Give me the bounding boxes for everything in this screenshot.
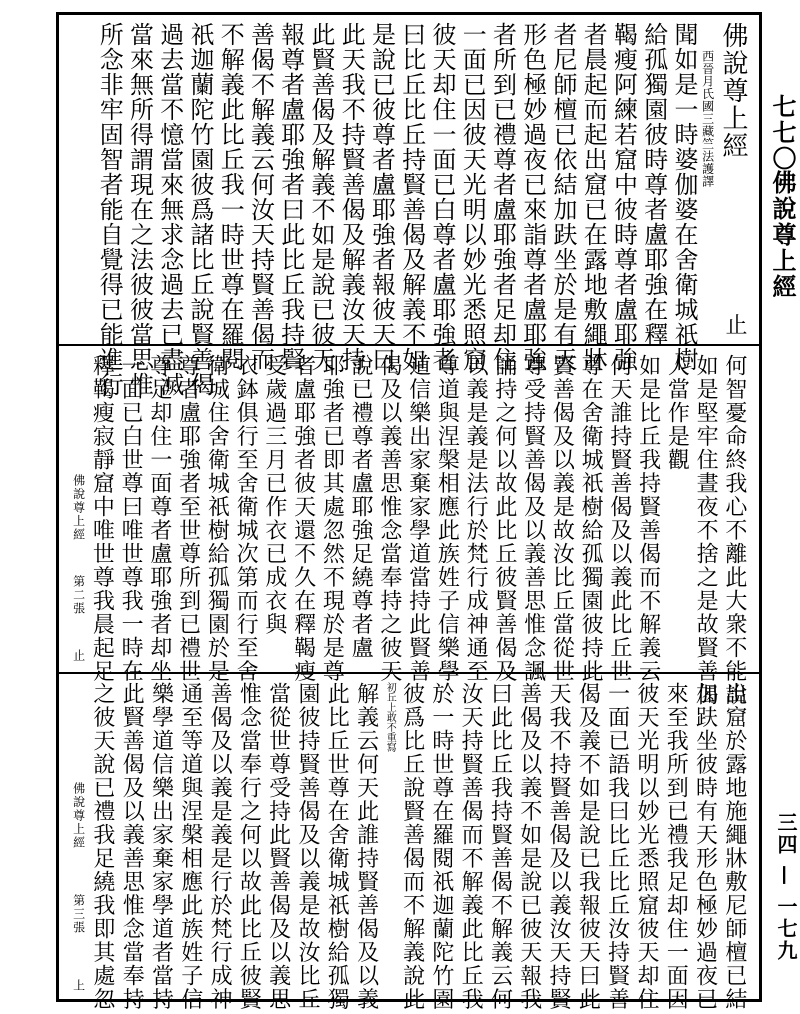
text-column: 一面已白世尊曰唯世尊我一時在 bbox=[118, 354, 144, 683]
panel-footer bbox=[72, 682, 85, 992]
text-column: 此賢善偈及以義善思惟念當奉持 bbox=[119, 682, 145, 1011]
inline-note: 初丘上敢不重寫 bbox=[384, 682, 396, 752]
text-column: 者晨起而起出窟已在露地敷繩牀 bbox=[579, 22, 608, 372]
text-column: 解義云何天此誰持賢善偈及以義 bbox=[353, 682, 379, 1011]
text-column: 園彼持賢善偈及以義是故汝比丘 bbox=[294, 682, 320, 1011]
panel-1 bbox=[62, 16, 756, 397]
text-column: 鞨瘦阿練若窟中彼時尊者盧耶強 bbox=[609, 22, 638, 372]
text-column: 惟念當奉行之何以故此比丘彼賢 bbox=[236, 682, 262, 1011]
text-column: 一面已因彼天光明以妙光悉照窟 bbox=[458, 22, 487, 372]
text-column: 此天我不持賢善偈及解義汝天持 bbox=[337, 22, 366, 372]
text-column: 之彼天說已禮我足繞我即其處忽 bbox=[89, 682, 115, 1011]
margin-volume-page: 三四 — 一七九 bbox=[774, 812, 798, 962]
text-column: 彼天却住一面已白尊者盧耶強者 bbox=[427, 22, 456, 372]
text-column: 一面已語我曰比丘比丘汝持賢善 bbox=[604, 682, 630, 1011]
text-column: 出窟於露地施繩牀敷尼師檀已結 bbox=[721, 682, 747, 1011]
text-column: 說已禮尊者盧耶強足繞尊者盧 bbox=[348, 354, 374, 660]
text-column: 尊道與涅槃相應此族姓子信樂學 bbox=[434, 354, 460, 683]
panel-2 bbox=[62, 348, 756, 707]
text-column: 偈及以義善思惟念當奉持之彼天 bbox=[376, 354, 402, 683]
footer-title: 佛說尊上經 bbox=[71, 782, 86, 850]
text-column: 祇迦蘭陀竹園彼爲諸比丘說賢善偈 bbox=[185, 22, 214, 397]
text-column: 樂學道信樂出家棄家學道者當持 bbox=[148, 682, 174, 1011]
text-column: 給孤獨園彼時尊者盧耶強在釋 bbox=[639, 22, 668, 347]
text-column: 來至我所到已禮我足却住一面因 bbox=[663, 682, 689, 1011]
text-column: 曰此比丘我持賢善偈不解義云何 bbox=[487, 682, 513, 1011]
title-column bbox=[719, 22, 746, 336]
text-column: 如是比丘我持賢善偈而不解義云 bbox=[635, 354, 661, 683]
text-column: 善偈不解義云何汝天持賢善偈而 bbox=[246, 22, 275, 372]
verse-column: 人當作是觀 bbox=[664, 354, 690, 472]
text-column: 善偈及以義是義是行於梵行成神 bbox=[207, 682, 233, 1011]
text-column: 於一時世尊在羅閱祇迦蘭陀竹園 bbox=[428, 682, 454, 1011]
text-column: 報尊者盧耶強者曰此比丘我持賢 bbox=[276, 22, 305, 372]
footer-mark: 止 bbox=[71, 648, 86, 662]
text-column: 天我不持賢善偈及以義汝天持賢 bbox=[546, 682, 572, 1011]
text-column: 者尼師檀已依結加趺坐於是有天 bbox=[548, 22, 577, 372]
text-column: 形色極妙過夜已來詣尊者盧耶強 bbox=[518, 22, 547, 372]
text-column: 偈及義不如是說已我報彼天曰此 bbox=[575, 682, 601, 1011]
text-column: 是說已彼尊者盧耶強者報彼天曰 bbox=[367, 22, 396, 372]
text-column: 釋鞨瘦寂靜窟中唯世尊我晨起足 bbox=[89, 354, 115, 683]
text-column: 尊足却住一面尊者盧耶強者却坐 bbox=[146, 354, 172, 683]
footer-page-number: 第二張 bbox=[71, 574, 86, 616]
translator-line: 西晉月氏國三藏竺法護譯 bbox=[700, 50, 715, 188]
text-column: 加趺坐彼時有天形色極妙過夜已 bbox=[692, 682, 718, 1011]
text-column: 衛城住舍衛城祇樹給孤獨園於是 bbox=[204, 354, 230, 683]
verse-column: 如是堅牢住晝夜不捨之是故賢善偈 bbox=[693, 354, 719, 707]
text-column: 不解義此比丘我一時世尊在羅閱 bbox=[216, 22, 245, 372]
text-column: 當來無所得謂現在之法彼彼當思惟 bbox=[125, 22, 154, 397]
panel-3 bbox=[62, 676, 756, 1011]
margin-page-number-top: 七七〇 bbox=[768, 94, 797, 172]
sutra-title: 佛說尊上經 bbox=[717, 22, 748, 160]
text-column: 耶強者已即其處忽然不現於是尊 bbox=[319, 354, 345, 683]
text-column: 善偈及以義不如是說已彼天報我 bbox=[516, 682, 542, 1011]
text-column: 此賢善偈及解義不如是說已彼天 bbox=[306, 22, 335, 372]
text-column: 所念非牢固智者能自覺得已能進行 bbox=[95, 22, 124, 397]
text-column: 曰比丘比丘持賢善偈及解義不如 bbox=[397, 22, 426, 372]
text-column: 何天誰持賢善偈及以義此比丘世 bbox=[606, 354, 632, 683]
text-column: 通至等道與涅槃相應此族姓子信 bbox=[177, 682, 203, 1011]
text-column: 者盧耶強者彼天還不久在釋鞨瘦 bbox=[290, 354, 316, 683]
text-column: 尊受持賢善偈及以義善思惟念諷 bbox=[520, 354, 546, 683]
text-column: 受歲過三月已作衣已成衣與 bbox=[261, 354, 287, 636]
text-column: 以義是義是法行於梵行成神通至 bbox=[463, 354, 489, 683]
text-column: 聞如是一時婆伽婆在舍衛城祇樹 bbox=[669, 22, 698, 372]
text-column: 誦持之何以故此比丘彼賢善偈及 bbox=[491, 354, 517, 683]
panel-divider-2 bbox=[56, 672, 762, 674]
verse-column: 何智憂命終我心不離此大衆不能說 bbox=[721, 354, 747, 707]
panel-footer bbox=[72, 354, 85, 662]
text-column: 當從世尊受持此賢善偈及以義思 bbox=[265, 682, 291, 1011]
section-mark: 止 bbox=[721, 312, 747, 336]
text-column: 者所到已禮尊者盧耶強者足却住 bbox=[488, 22, 517, 372]
text-column: 汝天持賢善偈而不解義此比丘我 bbox=[458, 682, 484, 1011]
footer-page-number: 第三張 bbox=[71, 893, 86, 935]
footer-title: 佛說尊上經 bbox=[71, 474, 86, 542]
panel-divider-1 bbox=[56, 344, 762, 346]
text-column: 彼爲比丘說賢善偈而不解義說此 bbox=[399, 682, 425, 1011]
text-column: 過去當不憶當來無求念過去已盡滅 bbox=[155, 22, 184, 397]
margin-sutra-title: 佛說尊上經 bbox=[768, 170, 797, 300]
text-column: 彼天光明以妙光悉照窟彼天却住 bbox=[633, 682, 659, 1011]
footer-mark: 上 bbox=[71, 978, 86, 992]
text-column: 此比丘世尊在舍衛城祇樹給孤獨 bbox=[324, 682, 350, 1011]
text-column: 衣鉢俱行至舍衛城次第而行至舍 bbox=[233, 354, 259, 683]
text-column: 賢善偈及以義是故汝比丘當從世 bbox=[549, 354, 575, 683]
text-column: 尊者盧耶強者至世尊所到已禮世 bbox=[175, 354, 201, 683]
text-column: 尊在舍衛城祇樹給孤獨園彼持此 bbox=[578, 354, 604, 683]
text-column: 道信樂出家棄家學道當持此賢善 bbox=[405, 354, 431, 683]
